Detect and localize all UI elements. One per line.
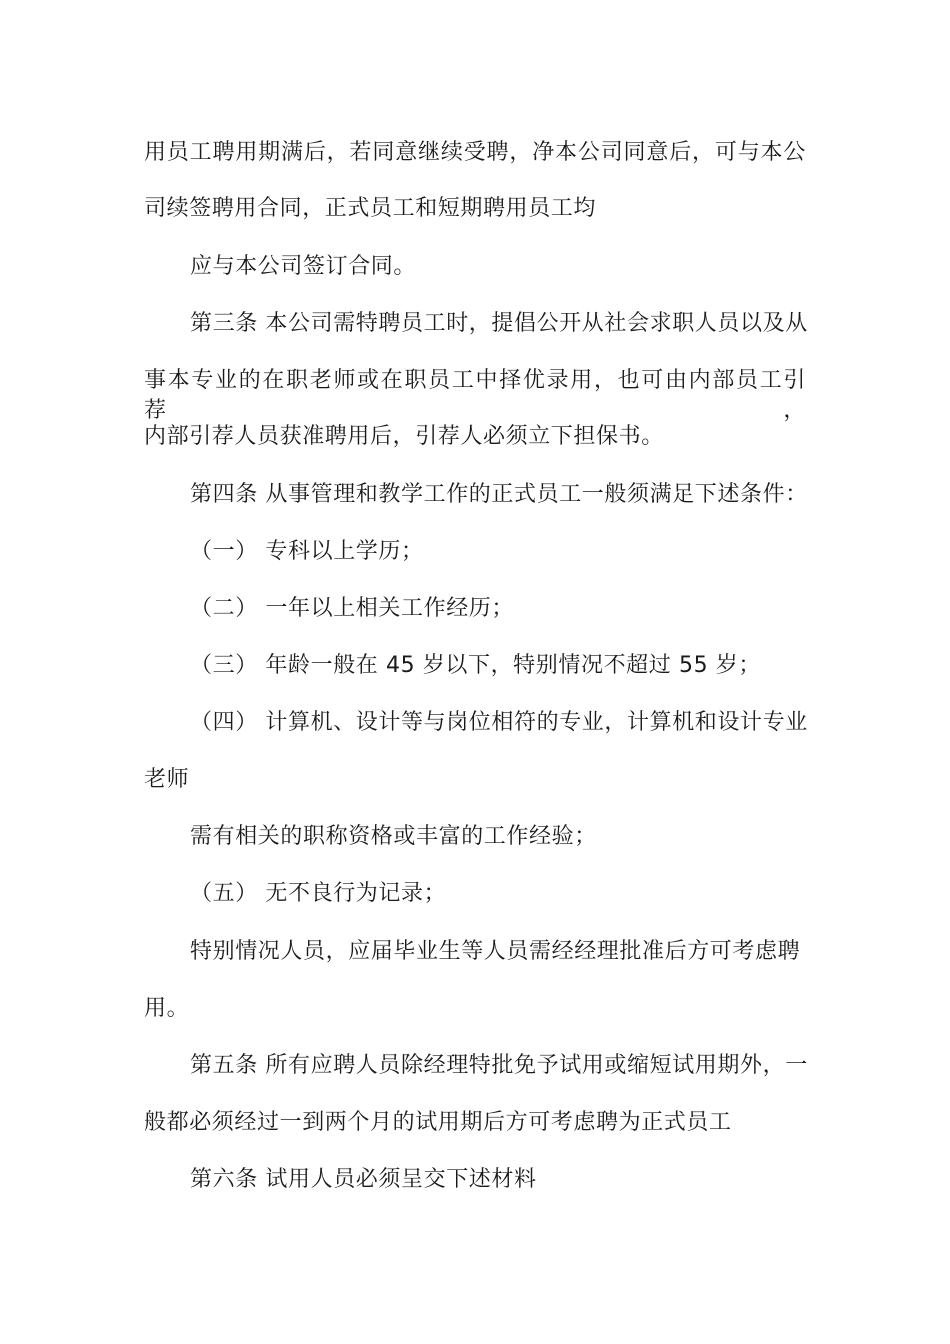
condition-item-2: （二） 一年以上相关工作经历；	[190, 596, 514, 621]
condition-item-3: （三） 年龄一般在 45 岁以下，特别情况不超过 55 岁；	[190, 653, 761, 678]
condition-item-4-continued: 老师	[144, 767, 190, 792]
article-6-heading: 第六条 试用人员必须呈交下述材料	[190, 1167, 537, 1192]
article-5-line-1: 第五条 所有应聘人员除经理特批免予试用或缩短试用期外，一	[190, 1053, 808, 1078]
paragraph-line-1: 用员工聘用期满后，若同意继续受聘，净本公司同意后，可与本公	[144, 140, 806, 165]
article-3-line-2: 事本专业的在职老师或在职员工中择优录用，也可由内部员工引荐，	[144, 368, 806, 423]
condition-item-5: （五） 无不良行为记录；	[190, 881, 447, 906]
special-case-line-1: 特别情况人员，应届毕业生等人员需经经理批准后方可考虑聘	[190, 939, 801, 964]
paragraph-line-2: 司续签聘用合同，正式员工和短期聘用员工均	[144, 196, 597, 221]
condition-item-1: （一） 专科以上学历；	[190, 539, 424, 564]
paragraph-line-3: 应与本公司签订合同。	[190, 254, 417, 279]
condition-item-4-note: 需有相关的职称资格或丰富的工作经验；	[190, 824, 597, 849]
special-case-line-2: 用。	[144, 996, 190, 1021]
article-4-heading: 第四条 从事管理和教学工作的正式员工一般须满足下述条件：	[190, 482, 808, 507]
condition-item-4: （四） 计算机、设计等与岗位相符的专业，计算机和设计专业	[190, 710, 808, 735]
article-5-line-2: 般都必须经过一到两个月的试用期后方可考虑聘为正式员工	[144, 1110, 732, 1135]
article-3-line-1: 第三条 本公司需特聘员工时，提倡公开从社会求职人员以及从	[190, 311, 808, 336]
article-3-line-3: 内部引荐人员获准聘用后，引荐人必须立下担保书。	[144, 424, 664, 449]
